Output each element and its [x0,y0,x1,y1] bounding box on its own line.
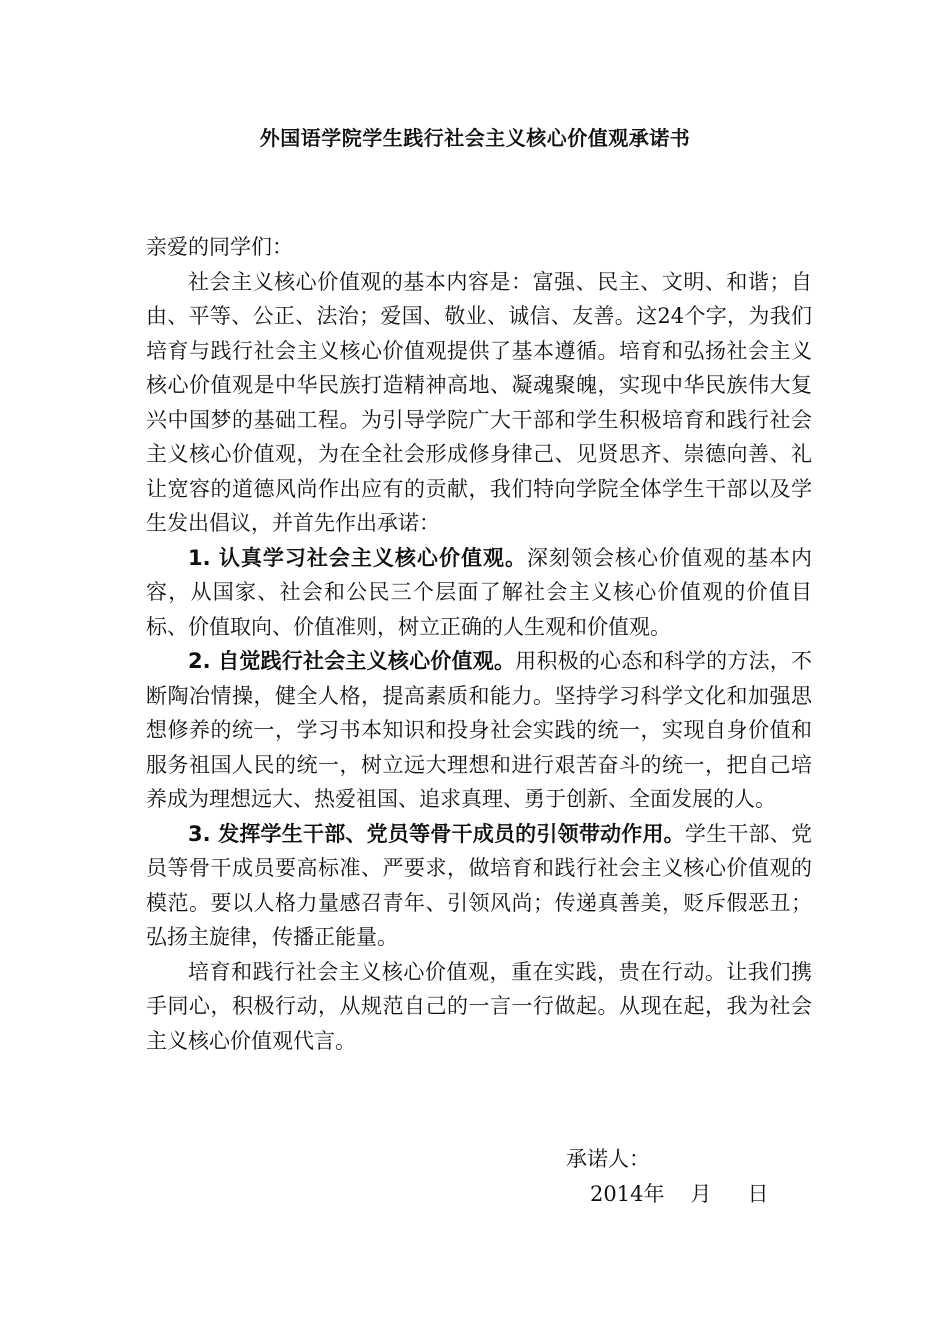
commitment-item-2 [146,644,812,817]
document-title: 外国语学院学生践行社会主义核心价值观承诺书 [259,126,691,150]
date-year: 2014年 [590,1182,665,1206]
commitment-heading: 2. 自觉践行社会主义核心价值观。 [188,649,516,673]
date-line [590,1177,768,1212]
commitment-text: 深刻领会核心价值观的基本内容，从国家、社会和公民三个层面了解社会主义核心价值观的价值目标、价值取向、价值准则，树立正确的人生观和价值观。 [146,545,812,639]
intro-paragraph: 社会主义核心价值观的基本内容是：富强、民主、文明、和谐；自由、平等、公正、法治；爱国、敬业、诚信、友善。这24个字，为我们培育与践行社会主义核心价值观提供了基本遵循。培育和弘扬社会主义核心价值观是中华民族打造精神高地、凝魂聚魄，实现中华民族伟大复兴中国梦的基础工程。为引导学院广大干部和学生积极培育和践行社会主义核心价值观，为在全社会形成修身律己、见贤思齐、崇德向善、礼让宽容的道德风尚作出应有的贡献，我们特向学院全体学生干部以及学生发出倡议，并首先作出承诺： [146,269,812,535]
signature-label: 承诺人： [566,1147,650,1171]
commitment-text: 用积极的心态和科学的方法，不断陶冶情操，健全人格，提高素质和能力。坚持学习科学文化和加强思想修养的统一，学习书本知识和投身社会实践的统一，实现自身价值和服务祖国人民的统一，树立远大理想和进行艰苦奋斗的统一，把自己培养成为理想远大、热爱祖国、追求真理、勇于创新、全面发展的人。 [146,649,813,811]
commitment-item-1 [146,541,812,645]
commitment-heading: 3. 发挥学生干部、党员等骨干成员的引领带动作用。 [188,821,685,846]
commitment-text: 学生干部、党员等骨干成员要高标准、严要求，做培育和践行社会主义核心价值观的模范。要以人格力量感召青年、引领风尚；传递真善美，贬斥假恶丑；弘扬主旋律，传播正能量。 [146,821,812,949]
closing-paragraph: 培育和践行社会主义核心价值观，重在实践，贵在行动。让我们携手同心，积极行动，从规范自己的一言一行做起。从现在起，我为社会主义核心价值观代言。 [146,959,812,1053]
date-month: 月 [690,1182,712,1206]
commitment-item-3 [146,817,812,955]
salutation: 亲爱的同学们： [146,235,293,259]
commitment-heading: 1. 认真学习社会主义核心价值观。 [188,545,527,570]
document-body [146,230,812,1058]
date-day: 日 [747,1182,769,1206]
